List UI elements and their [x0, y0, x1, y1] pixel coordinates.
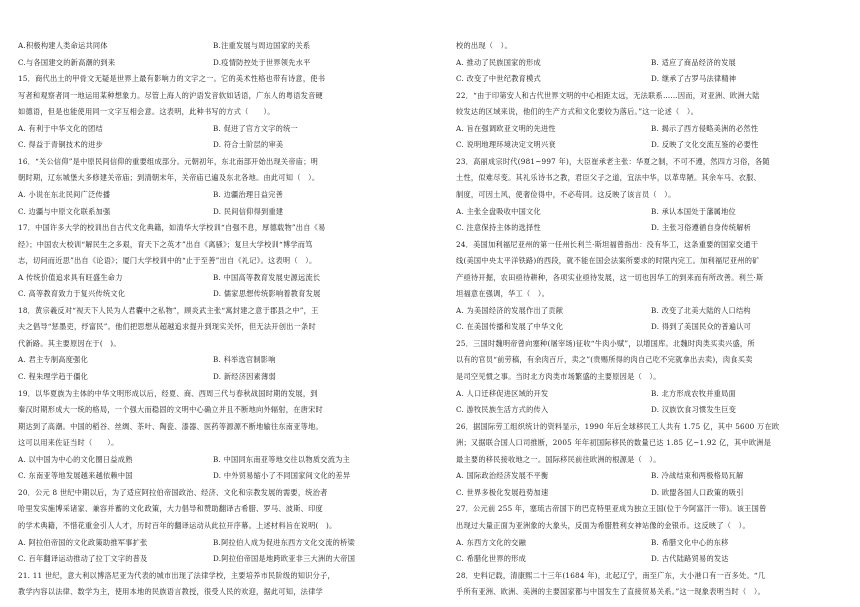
- option-text: C. 东南亚等地发展越来越依赖中国: [18, 471, 133, 481]
- option-row: [18, 38, 406, 54]
- option-text: A. 国际政治经济发展不平衡: [456, 471, 549, 481]
- option-text: A. 小说在东北民间广泛传播: [18, 189, 111, 199]
- question-text-line: 25．三国时魏明帝曾向塞种(屠宰场)征收“牛肉小赋”，以增国库。北魏时肉类买卖兴盛，所: [456, 338, 755, 348]
- option-row: [456, 220, 844, 236]
- option-text: D. 民间信仰得到重建: [213, 206, 284, 216]
- option-text: D. 儒家思想传统影响着教育发展: [213, 289, 321, 299]
- option-row: [456, 535, 844, 551]
- question-text-line: 22．“由于印第安人和古代世界文明的中心相距太远，无法联系……因而，对亚洲、欧洲大陆: [456, 90, 760, 100]
- question-text-line: 经》；中国农大校训“解民生之多艰，育天下之英才”出自《离骚》；复旦大学校训“博学而笃: [18, 239, 313, 249]
- option-text: A. 有利于中华文化的团结: [18, 123, 103, 133]
- option-row: [456, 485, 844, 501]
- option-text: D. 新经济因素薄弱: [213, 372, 276, 381]
- option-text: C. 程朱理学趋于僵化: [18, 372, 89, 381]
- option-row: [18, 55, 406, 71]
- option-row: [18, 551, 406, 567]
- option-text: C. 游牧民族生活方式的传入: [456, 405, 549, 415]
- option-row: [18, 535, 406, 551]
- question-text-line: 期达到了高潮。中国的稻谷、丝绸、茶叶、陶瓷、漆器、医药等源源不断地输往东南亚等地。: [18, 421, 323, 431]
- option-row: [18, 204, 406, 220]
- option-text: D. 欧盟各国人口政策的吸引: [651, 487, 744, 497]
- question-text-line: 以有的官员“前劳稿，有余肉百斤，卖之”(贵赐所得的肉自己吃不完就拿出去卖)，肉食买卖: [456, 355, 753, 365]
- option-text: D. 符合士阶层的审美: [213, 140, 284, 150]
- option-row: [456, 204, 844, 220]
- question-text-line: 19．以华夏族为主体的中华文明形成以后，经夏、商、西周三代与春秋战国时期的发展，到: [18, 388, 318, 398]
- option-text: B. 改变了北美大陆的人口结构: [651, 305, 751, 315]
- option-text: B. 中国高等教育发展史源远流长: [213, 272, 321, 282]
- option-text: B.注重发展与周边国家的关系: [213, 41, 311, 50]
- question-text-line: 26．据国际劳工组织统计的资料显示，1990 年后全球移民工人共有 1.75 亿，其中 5600 万在欧: [456, 421, 780, 431]
- option-row: [456, 137, 844, 153]
- question-text-line: 27．公元前 255 年，塞琉古帝国下的巴克特里亚成为独立王国(位于今阿富汗一带)。该王国曾: [456, 504, 767, 514]
- option-row: [18, 187, 406, 203]
- option-text: B. 中国同东南亚等地交往以物质交流为主: [213, 454, 351, 464]
- option-text: C. 在美国传播和发展了中华文化: [456, 322, 564, 332]
- option-text: A 传统价值追求具有旺盛生命力: [18, 272, 123, 282]
- question-text-line: 是司空见惯之事。当时北方肉类市场繁盛的主要原因是（ ）。: [456, 372, 661, 381]
- question-text-line: 较发达的区域来说，他们的生产方式和文化要较为落后。”这一论述（ ）。: [456, 107, 699, 117]
- question-text-line: 的学术典籍，不惜花重金引人人才，历时百年的翻译运动从此拉开序幕。上述材料旨在说明( )。: [18, 520, 337, 530]
- question-text-line: 18．黄宗羲反对“视天下人民为人君囊中之私物”，顾炎武主张“寓封建之意于郡县之中”，王: [18, 305, 319, 315]
- option-text: C. 得益于青铜技术的进步: [18, 140, 103, 150]
- question-text-line: 出现过大量正面为亚洲象的大象头，反面为希腊胜利女神站像的金银币。这反映了（ ）。: [456, 520, 750, 530]
- option-text: A. 为美国经济的发展作出了贡献: [456, 305, 564, 315]
- option-text: A. 以中国为中心的文化圈日益成熟: [18, 454, 133, 464]
- option-text: D. 中外贸易缩小了不同国家间文化的差异: [213, 471, 351, 481]
- option-text: C. 世界多极化发展趋势加速: [456, 487, 549, 497]
- option-row: [456, 319, 844, 335]
- question-text-line: 24．美国加利福尼亚州的第一任州长利兰·斯坦福曾指出：没有华工，这条重要的国家交通干: [456, 239, 759, 249]
- option-text: C. 说明地理环境决定文明兴衰: [456, 140, 556, 150]
- option-row: [18, 452, 406, 468]
- option-text: A.积极构建人类命运共同体: [18, 41, 108, 50]
- question-text-line: 线(美国中央太平洋铁路)的西段，就不能在国会法案所要求的时限内完工。加利福尼亚州的矿: [456, 256, 760, 266]
- option-text: C. 希腊化世界的形成: [456, 554, 527, 564]
- question-text-line: 教学内容以法律、数学为主，使用本地的民族语言教授，很受人民的欢迎，据此可知，法律学: [18, 587, 323, 597]
- option-text: D. 得到了美国民众的普遍认可: [651, 322, 752, 332]
- question-text-line: 如德语，但是也能使用同一文字互相会意。这表明，此种书写的方式（ ）。: [18, 107, 275, 117]
- option-text: A. 阿拉伯帝国的文化政策助推军事扩张: [18, 537, 148, 547]
- option-text: B. 科举选官制影响: [213, 355, 276, 365]
- option-text: D. 反映了文化交流互鉴的必要性: [651, 140, 759, 150]
- option-row: [18, 468, 406, 484]
- option-text: C. 边疆与中原文化联系加强: [18, 206, 111, 216]
- option-text: D. 古代陆路贸易的发达: [651, 554, 729, 564]
- question-text-line: 夫之倡导“惩墨吏，纾富民”。他们把思想从超越追求提升到现实关怀，但无法开创出一条时: [18, 322, 316, 332]
- option-text: B. 揭示了西方侵略美洲的必然性: [651, 123, 759, 133]
- option-row: [456, 386, 844, 402]
- option-text: A. 东西方文化的交融: [456, 537, 527, 547]
- question-text-line: 坦福意在强调，华工（ ）。: [456, 289, 550, 299]
- option-row: [18, 352, 406, 368]
- option-text: A. 推动了民族国家的形成: [456, 57, 541, 67]
- question-text-line: 哈里发实施博采诸家、兼容并蓄的文化政策，大力倡导和赞助翻译古希腊、罗马、波斯、印度: [18, 504, 323, 514]
- question-text-line: 最主要的移民接收地之一。国际移民前往欧洲的根源是（ ）。: [456, 454, 661, 464]
- option-row: [456, 468, 844, 484]
- question-text-line: 这可以用来佐证当时（ ）。: [18, 438, 119, 448]
- option-row: [456, 551, 844, 567]
- question-text-line: 28．史料记载，清康熙二十三年(1684 年)，北起辽宁，南至广东，大小港口有一百多处。“几: [456, 570, 766, 580]
- question-text-line: 23．高丽成宗时代(981~997 年)，大臣崔承老主张：华夏之制，不可不遵，然四方习俗，各随: [456, 156, 770, 166]
- option-text: C. 高等教育致力于复兴传统文化: [18, 289, 126, 299]
- question-text-line: 土性，似难尽变。其礼乐诗书之教，君臣父子之道，宜法中华，以革卑陋。其余车马、衣服、: [456, 173, 761, 183]
- question-text-line: 朝时期，辽东城堡大多修建关帝庙；到清朝末年，关帝庙已遍及东北各地。由此可知（ ）。: [18, 173, 320, 183]
- option-text: B. 促进了官方文字的统一: [213, 123, 298, 133]
- option-text: B. 适应了商品经济的发展: [651, 57, 736, 67]
- question-text-line: 乎所有亚洲、欧洲、美洲的主要国家都与中国发生了直接贸易关系。”这一现象表明当时（ ）。: [456, 587, 766, 597]
- question-text-line: 17．中国许多大学的校训出自古代文化典籍，如清华大学校训“自强不息，厚德载物”出自《易: [18, 223, 326, 233]
- option-row: [456, 71, 844, 87]
- option-text: B.阿拉伯人成为促进东西方文化交流的桥梁: [213, 537, 355, 547]
- option-text: B. 承认本国处于藩属地位: [651, 206, 736, 216]
- option-row: [18, 121, 406, 137]
- option-row: [18, 137, 406, 153]
- question-text-line: 15．商代出土的甲骨文无疑是世界上最有影响力的文字之一。它的美术性格也带有诗意，使书: [18, 74, 326, 84]
- option-row: [456, 402, 844, 418]
- option-text: B. 北方形成农牧并重局面: [651, 388, 736, 398]
- option-text: B. 边疆治理日益完善: [213, 189, 284, 199]
- question-text-line: 写者和观察者同一地运用某种想象力。尽管上海人的沪语发音软如话语，广东人的粤语发音硬: [18, 90, 323, 100]
- question-text-line: 秦汉时期形成大一统的格局，一个强大而稳固的文明中心确立并且不断地向外辐射，在唐宋时: [18, 405, 323, 415]
- question-text-line: 16．“关公信仰”是中原民间信仰的重要组成部分。元朝初年，东北南部开始出现关帝庙；明: [18, 156, 319, 166]
- option-text: D.阿拉伯帝国是地跨欧亚非三大洲的大帝国: [213, 554, 356, 564]
- option-text: B. 希腊文化中心的东移: [651, 537, 729, 547]
- option-row: [456, 303, 844, 319]
- option-text: A. 主张全盘吸收中国文化: [456, 206, 541, 216]
- question-text-line: 产亟待开掘，农田亟待耕种，各项实业亟待发展，这一切也因华工的到来而有所改善。利兰·斯: [456, 272, 764, 282]
- option-row: [18, 270, 406, 286]
- option-text: B. 冷战结束和两极格局瓦解: [651, 471, 744, 481]
- option-text: C. 改变了中世纪教育模式: [456, 74, 541, 84]
- option-text: C. 百年翻译运动推动了拉丁文字的普及: [18, 554, 148, 564]
- option-row: [456, 55, 844, 71]
- question-text-line: 洲；又据联合国人口司推断，2005 年年初国际移民的数量已达 1.85 亿~1.92 亿，其中欧洲是: [456, 438, 772, 448]
- question-text-line: 校的出现（ ）。: [456, 41, 512, 50]
- option-text: D.疫情防控处于世界领先水平: [213, 57, 311, 67]
- question-text-line: 21. 11 世纪，意大利以博洛尼亚为代表的城市出现了法律学校，主要培养市民阶级的知识分子，: [18, 570, 335, 580]
- option-text: D. 汉族饮食习惯发生巨变: [651, 405, 737, 415]
- question-text-line: 制度，可因土风，使奢俭得中，不必苟同。这反映了该言员（ ）。: [456, 189, 676, 199]
- option-row: [18, 286, 406, 302]
- option-text: D. 主张习俗遵循自身传统解析: [651, 223, 752, 233]
- option-text: C.与各国建交的新高潮的到来: [18, 57, 116, 67]
- option-row: [18, 369, 406, 385]
- option-text: D. 继承了古罗马法律精神: [651, 74, 737, 84]
- option-text: A. 旨在强调欧亚文明的先进性: [456, 123, 556, 133]
- question-text-line: 20．公元 8 世纪中期以后，为了适应阿拉伯帝国政治、经济、文化和宗教发展的需要，统治者: [18, 487, 328, 497]
- option-text: A. 人口迁移促进区域的开发: [456, 388, 549, 398]
- question-text-line: 代新路。其主要原因在于( )。: [18, 338, 121, 348]
- option-text: C. 注意保持主体的选择性: [456, 223, 541, 233]
- question-text-line: 志，切问而近思”出自《论语》；厦门大学校训中的“止于至善”出自《礼记》。这表明（ ）。: [18, 256, 317, 266]
- option-text: A. 君主专制高度强化: [18, 355, 89, 365]
- option-row: [456, 121, 844, 137]
